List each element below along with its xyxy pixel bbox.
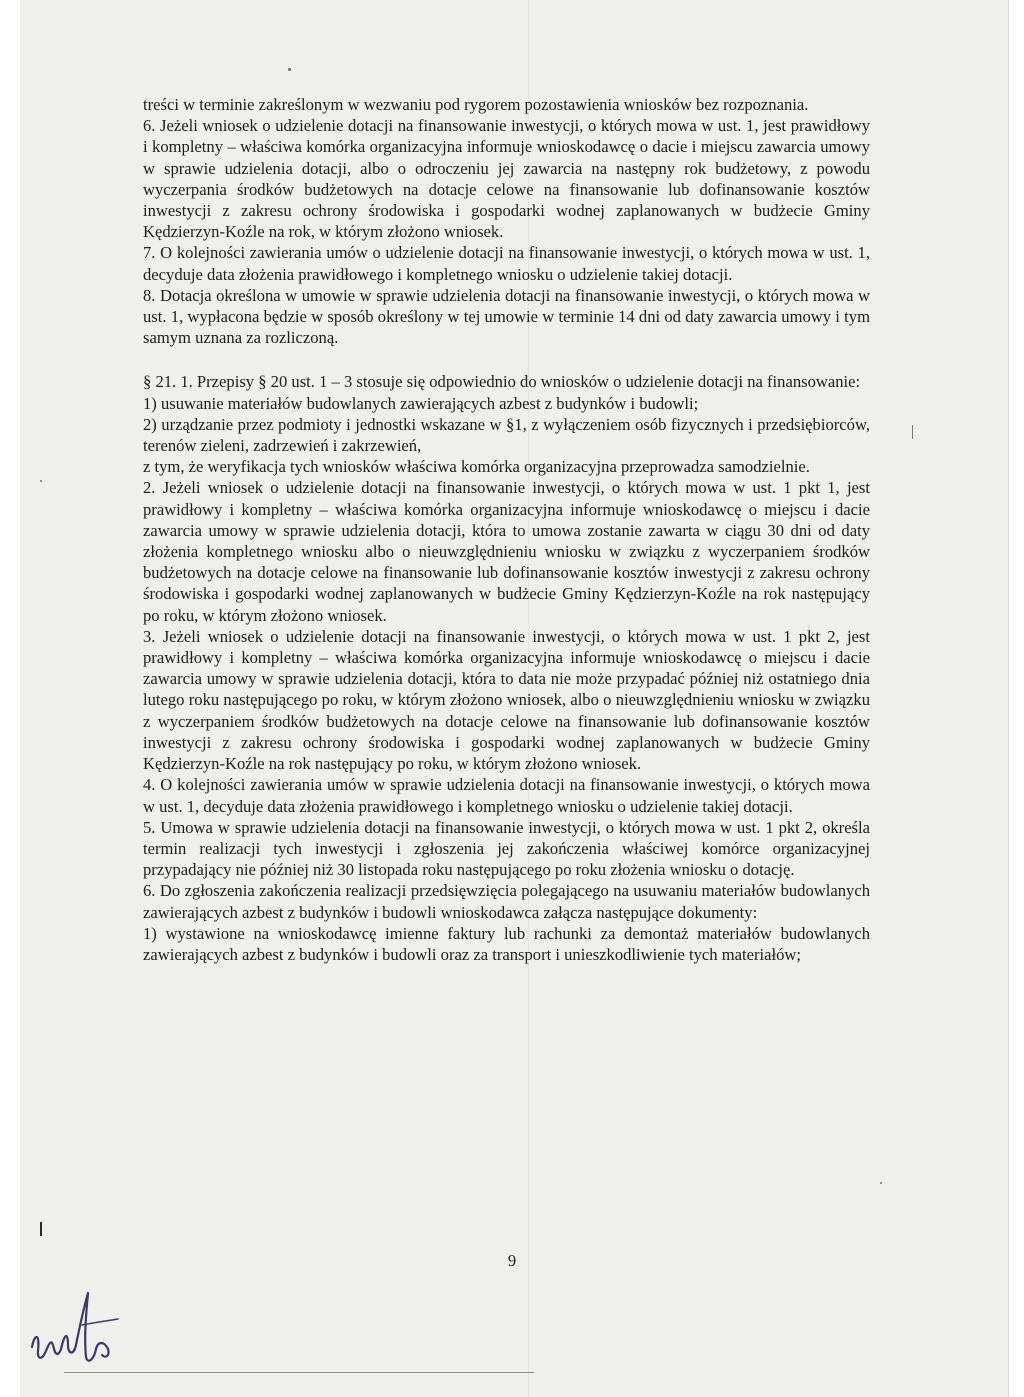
paragraph-20-8: 8. Dotacja określona w umowie w sprawie udzielenia dotacji na finansowanie inwestycji, o których mowa w ust. 1, wypłacona będzie w sposób określony w tej umowie w terminie 14 dni od daty zawarcia umowy i tym samym uznana za rozliczoną.: [143, 285, 870, 348]
paragraph-21-6: 6. Do zgłoszenia zakończenia realizacji przedsięwzięcia polegającego na usuwaniu materiałów budowlanych zawierających azbest z budynków i budowli wnioskodawca załącza następujące dokumenty:: [143, 881, 870, 922]
scan-speck: [40, 480, 42, 482]
section-gap: [143, 348, 870, 371]
paragraph-20-6: 6. Jeżeli wniosek o udzielenie dotacji na finansowanie inwestycji, o których mowa w ust. 1, jest prawidłowy i kompletny – właściwa komórka organizacyjna informuje wnioskodawcę o dacie i miejscu zawarcia umowy w sprawie udzielenia dotacji, albo o odroczeniu jej zawarcia na następny rok budżetowy, z powodu wyczerpania środków budżetowych na dotacje celowe na finansowanie lub dofinansowanie kosztów inwestycji z zakresu ochrony środowiska i gospodarki wodnej zaplanowanych w budżecie Gminy Kędzierzyn-Koźle na rok, w którym złożono wniosek.: [143, 116, 870, 242]
paragraph-21-5: 5. Umowa w sprawie udzielenia dotacji na finansowanie inwestycji, o których mowa w ust. 1 pkt 2, określa termin realizacji tych inwestycji i zgłoszenia jej zakończenia właściwej komórce organizacyjnej przypadający nie później niż 30 listopada roku następującego po roku złożenia wniosku o dotację.: [143, 817, 870, 880]
paragraph-continuation: treści w terminie zakreślonym w wezwaniu pod rygorem pozostawienia wniosków bez rozpoznania.: [143, 95, 809, 114]
scan-speck: [912, 425, 913, 439]
paragraph-21-1: § 21. 1. Przepisy § 20 ust. 1 – 3 stosuje się odpowiednio do wniosków o udzielenie dotacji na finansowanie:: [143, 372, 861, 392]
list-item-21-6-1: 1) wystawione na wnioskodawcę imienne faktury lub rachunki za demontaż materiałów budowlanych zawierających azbest z budynków i budowli oraz za transport i unieszkodliwienie tych materiałów;: [143, 923, 870, 964]
paragraph-21-1-closing: z tym, że weryfikacja tych wniosków właściwa komórka organizacyjna przeprowadza samodzielnie.: [143, 457, 810, 477]
margin-mark: [40, 1222, 42, 1236]
document-body: [143, 94, 870, 965]
paragraph-20-7: 7. O kolejności zawierania umów o udzielenie dotacji na finansowanie inwestycji, o których mowa w ust. 1, decyduje data złożenia prawidłowego i kompletnego wniosku o udzielenie takiej dotacji.: [143, 243, 870, 284]
list-item-21-1-2: 2) urządzanie przez podmioty i jednostki wskazane w §1, z wyłączeniem osób fizycznych i przedsiębiorców, terenów zieleni, zadrzewień i zakrzewień,: [143, 414, 870, 456]
paragraph-21-2: 2. Jeżeli wniosek o udzielenie dotacji na finansowanie inwestycji, o których mowa w ust. 1 pkt 1, jest prawidłowy i kompletny – właściwa komórka organizacyjna informuje wnioskodawcę o miejscu i dacie zawarcia umowy w sprawie udzielenia dotacji, która to umowa zostanie zawarta w ciągu 30 dni od daty złożenia kompletnego wniosku albo o nieuwzględnieniu wniosku w związku z wyczerpaniem środków budżetowych na dotacje celowe na finansowanie lub dofinansowanie kosztów inwestycji z zakresu ochrony środowiska i gospodarki wodnej zaplanowanych w budżecie Gminy Kędzierzyn-Koźle na rok następujący po roku, w którym złożono wniosek.: [143, 478, 870, 625]
bottom-edge-line: [64, 1372, 534, 1373]
scan-speck: [880, 1182, 882, 1184]
handwritten-signature: [22, 1285, 152, 1377]
page-number: 9: [507, 1251, 517, 1270]
scan-speck: [288, 68, 291, 71]
paragraph-21-4: 4. O kolejności zawierania umów w sprawie udzielenia dotacji na finansowanie inwestycji, o których mowa w ust. 1, decyduje data złożenia prawidłowego i kompletnego wniosku o udzielenie takiej dotacji.: [143, 775, 870, 816]
list-item-21-1-1: 1) usuwanie materiałów budowlanych zawierających azbest z budynków i budowli;: [143, 393, 699, 413]
paragraph-21-3: 3. Jeżeli wniosek o udzielenie dotacji na finansowanie inwestycji, o których mowa w ust. 1 pkt 2, jest prawidłowy i kompletny – właściwa komórka organizacyjna informuje wnioskodawcę o miejscu i dacie zawarcia umowy w sprawie udzielenia dotacji, która to data nie może przypadać później niż ostatniego dnia lutego roku następującego po roku, w którym złożono wniosek, albo o nieuwzględnieniu wniosku w związku z wyczerpaniem środków budżetowych na dotacje celowe na finansowanie lub dofinansowanie kosztów inwestycji z zakresu ochrony środowiska i gospodarki wodnej zaplanowanych w budżecie Gminy Kędzierzyn-Koźle na rok następujący po roku, w którym złożono wniosek.: [143, 626, 870, 774]
